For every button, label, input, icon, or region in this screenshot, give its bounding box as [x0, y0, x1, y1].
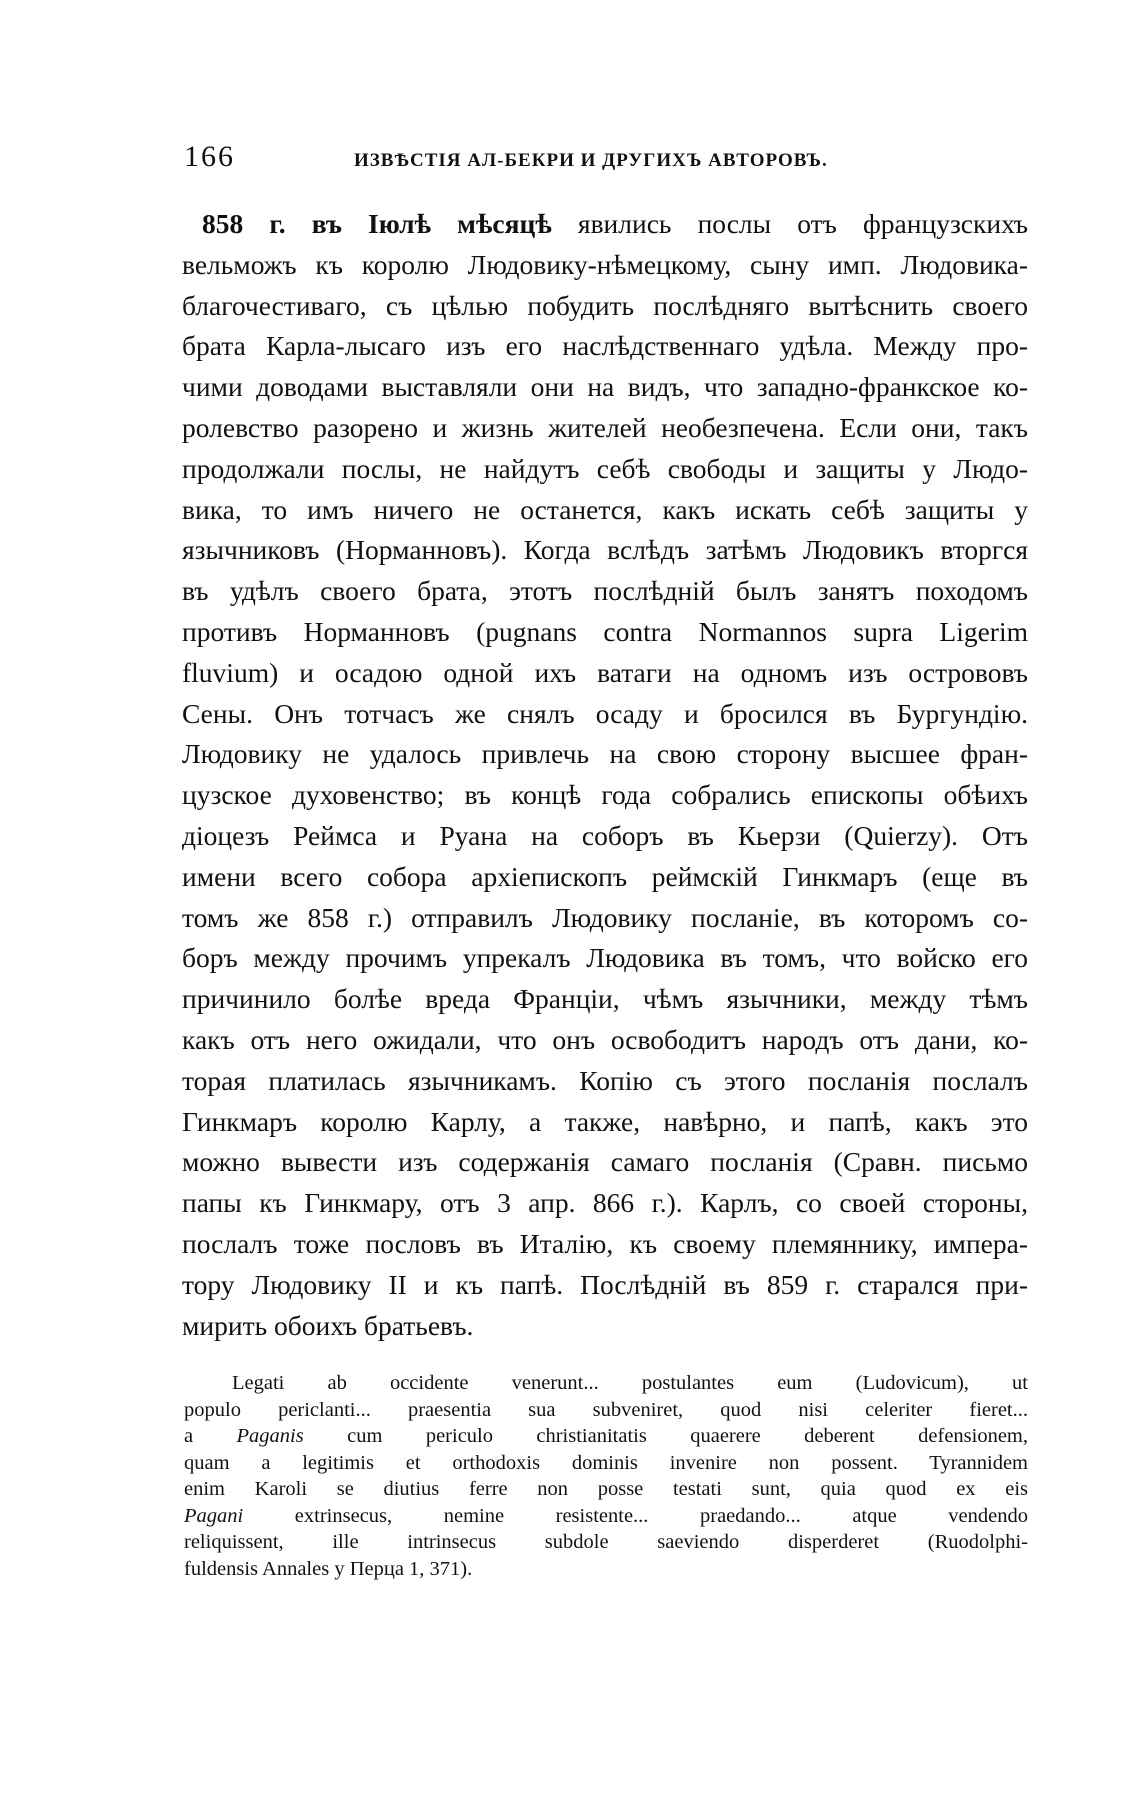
text-line: причинило болѣе вреда Франціи, чѣмъ язычники, между тѣмъ	[182, 983, 1028, 1015]
running-title: ИЗВѢСТІЯ АЛ-БЕКРИ И ДРУГИХЪ АВТОРОВЪ.	[354, 150, 828, 171]
latin-footnote	[184, 1370, 1028, 1582]
italic-term: Pagani	[184, 1504, 244, 1527]
text-line: цузское духовенство; въ концѣ года собрались епископы обѣихъ	[182, 779, 1028, 811]
text-line: тору Людовику II и къ папѣ. Послѣдній въ 859 г. старался при-	[182, 1268, 1028, 1300]
text-line: папы къ Гинкмару, отъ 3 апр. 866 г.). Карлъ, со своей стороны,	[182, 1187, 1028, 1219]
text-line: имени всего собора архіепископъ реймскій Гинкмаръ (еще въ	[182, 860, 1028, 892]
text-line: діоцезъ Реймса и Руана на соборъ въ Кьерзи (Quierzy). Отъ	[182, 819, 1028, 851]
paragraph-lead: 858 г. въ Іюлѣ мѣсяцѣ	[202, 208, 552, 239]
text-line: томъ же 858 г.) отправилъ Людовику посланіе, въ которомъ со-	[182, 901, 1028, 933]
main-paragraph	[182, 204, 1028, 1346]
page-number: 166	[184, 140, 235, 173]
footnote-line: enim Karoli se diutius ferre non posse testati sunt, quia quod ex eis	[184, 1478, 1028, 1500]
text-line: fluvium) и осадою одной ихъ ватаги на одномъ изъ острововъ	[182, 656, 1028, 688]
footnote-line: populo periclanti... praesentia sua subveniret, quod nisi celeriter fieret...	[184, 1398, 1028, 1421]
text-line: въ удѣлъ своего брата, этотъ послѣдній былъ занятъ походомъ	[182, 575, 1028, 607]
footnote-line: reliquissent, ille intrinsecus subdole saeviendo disperderet (Ruodolphi-	[184, 1531, 1028, 1553]
footnote-line: quam a legitimis et orthodoxis dominis invenire non possent. Tyrannidem	[184, 1451, 1028, 1474]
text-line: язычниковъ (Норманновъ). Когда вслѣдъ затѣмъ Людовикъ вторгся	[182, 534, 1028, 566]
text-line: благочестиваго, съ цѣлью побудить послѣдняго вытѣснить своего	[182, 289, 1028, 321]
text-line: послалъ тоже пословъ въ Италію, къ своему племяннику, импера-	[182, 1227, 1028, 1259]
footnote-line: Legati ab occidente venerunt... postulantes eum (Ludovicum), ut	[232, 1372, 1028, 1394]
text-line: торая платилась язычникамъ. Копію съ этого посланія послалъ	[182, 1064, 1028, 1096]
text-line: продолжали послы, не найдутъ себѣ свободы и защиты у Людо-	[182, 452, 1028, 484]
footnote-line: a Paganis cum periculo christianitatis quaerere deberent defensionem,	[184, 1425, 1029, 1447]
text-line: вика, то имъ ничего не останется, какъ искать себѣ защиты у	[182, 493, 1028, 525]
text-line: противъ Норманновъ (pugnans contra Normannos supra Ligerim	[182, 615, 1028, 647]
text-line: Сены. Онъ тотчасъ же снялъ осаду и бросился въ Бургундію.	[182, 697, 1028, 729]
text-line: брата Карла-лысаго изъ его наслѣдственнаго удѣла. Между про-	[182, 330, 1028, 362]
text-line: вельможъ къ королю Людовику-нѣмецкому, сыну имп. Людовика-	[182, 248, 1028, 280]
footnote-line: fuldensis Annales у Перца 1, 371).	[184, 1557, 473, 1580]
italic-term: Paganis	[236, 1425, 304, 1447]
text-line: Людовику не удалось привлечь на свою сторону высшее фран-	[182, 738, 1028, 770]
text-line: боръ между прочимъ упрекалъ Людовика въ томъ, что войско его	[182, 942, 1028, 974]
text-line: 858 г. въ Іюлѣ мѣсяцѣ явились послы отъ французскихъ	[202, 208, 1029, 239]
text-line: Гинкмаръ королю Карлу, а также, навѣрно, и папѣ, какъ это	[182, 1105, 1028, 1137]
text-line: какъ отъ него ожидали, что онъ освободитъ народъ отъ дани, ко-	[182, 1023, 1028, 1055]
text-line: можно вывести изъ содержанія самаго посланія (Сравн. письмо	[182, 1146, 1028, 1178]
text-line: чими доводами выставляли они на видъ, что западно-франкское ко-	[182, 371, 1028, 403]
text-line: мирить обоихъ братьевъ.	[182, 1309, 474, 1341]
text-line: ролевство разорено и жизнь жителей необезпечена. Если они, такъ	[182, 411, 1028, 443]
footnote-line: Pagani extrinsecus, nemine resistente... praedando... atque vendendo	[184, 1504, 1028, 1527]
page-header	[184, 140, 924, 180]
